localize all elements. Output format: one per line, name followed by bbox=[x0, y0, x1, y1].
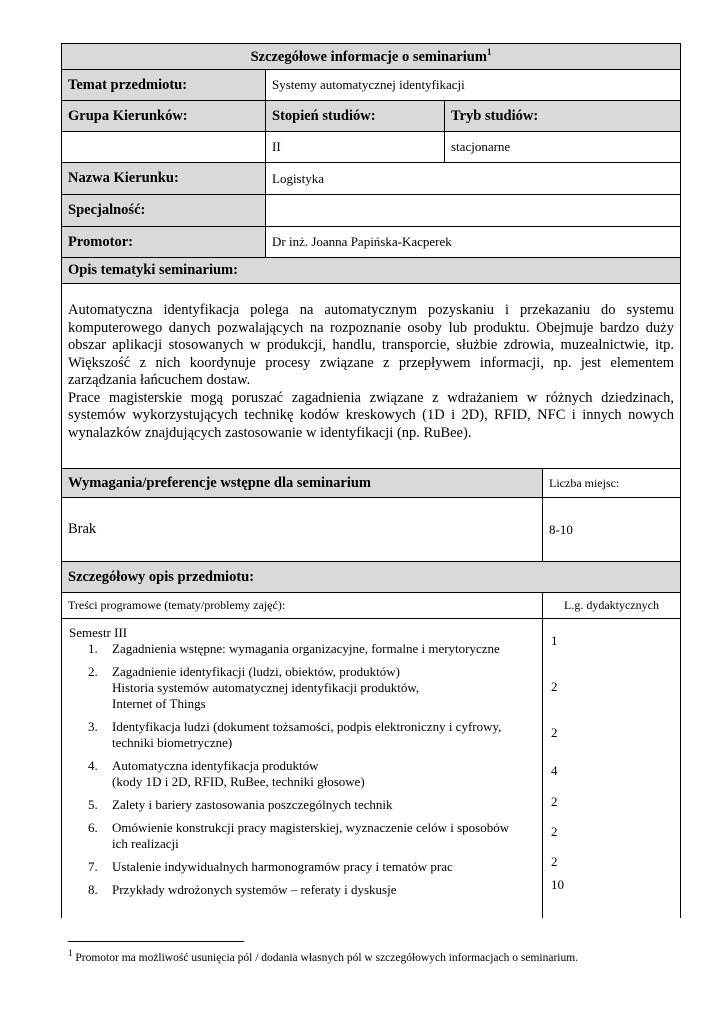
hours-value: 2 bbox=[551, 679, 558, 694]
seminar-form bbox=[61, 43, 680, 918]
list-item: 6. Omówienie konstrukcji pracy magisterskiej, wyznaczenie celów i sposobów ich realizacji bbox=[88, 820, 510, 851]
temat-value: Systemy automatycznej identyfikacji bbox=[266, 70, 681, 101]
footnote: $^1$ Promotor ma możliwość usunięcia pól / dodania własnych pól w szczegółowych informacjach o seminarium. bbox=[68, 948, 579, 964]
specjalnosc-label: Specjalność: bbox=[62, 195, 266, 227]
opis-text bbox=[62, 284, 681, 469]
specjalnosc-value bbox=[266, 195, 681, 227]
nazwa-label: Nazwa Kierunku: bbox=[62, 163, 266, 195]
promotor-label: Promotor: bbox=[62, 227, 266, 258]
promotor-value: Dr inż. Joanna Papińska-Kacperek bbox=[266, 227, 681, 258]
topics-cell bbox=[62, 619, 543, 918]
list-item: 1. Zagadnienia wstępne: wymagania organizacyjne, formalne i merytoryczne bbox=[88, 641, 500, 656]
lg-label: L.g. dydaktycznych bbox=[543, 593, 681, 619]
grupa-label: Grupa Kierunków: bbox=[62, 101, 266, 132]
footnote-divider bbox=[68, 941, 244, 942]
nazwa-value: Logistyka bbox=[266, 163, 681, 195]
szczegolowy-label: Szczegółowy opis przedmiotu: bbox=[62, 562, 681, 593]
hours-value: 2 bbox=[551, 824, 558, 839]
hours-value: 10 bbox=[551, 877, 564, 892]
tresci-label: Treści programowe (tematy/problemy zajęć): bbox=[62, 593, 543, 619]
hours-value: 1 bbox=[551, 633, 558, 648]
hours-value: 2 bbox=[551, 854, 558, 869]
hours-value: 4 bbox=[551, 763, 558, 778]
hours-value: 2 bbox=[551, 794, 558, 809]
page-title: Szczegółowe informacje o seminarium$^1$ bbox=[62, 44, 681, 70]
list-item: 4. Automatyczna identyfikacja produktów (kody 1D i 2D, RFID, RuBee, techniki głosowe) bbox=[88, 758, 365, 789]
liczba-miejsc-value: 8-10 bbox=[543, 498, 681, 562]
hours-cell bbox=[543, 619, 681, 918]
hours-value: 2 bbox=[551, 725, 558, 740]
semester-label: Semestr III bbox=[69, 625, 128, 640]
liczba-miejsc-label: Liczba miejsc: bbox=[543, 469, 681, 498]
wymagania-value: Brak bbox=[62, 498, 543, 562]
grupa-value bbox=[62, 132, 266, 163]
topics-list bbox=[68, 641, 536, 898]
footnote-ref: 1 bbox=[486, 47, 492, 58]
stopien-label: Stopień studiów: bbox=[266, 101, 445, 132]
list-item: 5. Zalety i bariery zastosowania poszczególnych technik bbox=[88, 797, 393, 812]
list-item: 8. Przykłady wdrożonych systemów – referaty i dyskusje bbox=[88, 882, 397, 897]
seminar-table bbox=[61, 43, 681, 918]
opis-paragraph-1: Automatyczna identyfikacja polega na automatycznym pozyskaniu i przekazaniu do systemu komputerowego danych pozwalających na rozpoznanie osoby lub produktu. Obejmuje bardzo duży obszar aplikacji stosowanych w produkcji, handlu, transporcie, służbie zdrowia, muzealnictwie, itp. Większość z nich koordynuje procesy związane z przepływem informacji, np. jest elementem zarządzania łańcuchem dostaw. bbox=[68, 302, 674, 388]
temat-label: Temat przedmiotu: bbox=[62, 70, 266, 101]
list-item: 7. Ustalenie indywidualnych harmonogramów pracy i tematów prac bbox=[88, 859, 453, 874]
list-item: 2. Zagadnienie identyfikacji (ludzi, obiektów, produktów) Historia systemów automatycznej identyfikacji produktów, Internet of Things bbox=[88, 664, 420, 711]
tryb-value: stacjonarne bbox=[445, 132, 681, 163]
wymagania-label: Wymagania/preferencje wstępne dla seminarium bbox=[62, 469, 543, 498]
opis-paragraph-2: Prace magisterskie mogą poruszać zagadnienia związane z wdrażaniem w różnych dziedzinach, systemów wykorzystujących technikę kodów kreskowych (1D i 2D), RFID, NFC i innych nowych wynalazków znajdujących zastosowanie w identyfikacji (np. RuBee). bbox=[68, 389, 674, 441]
opis-label: Opis tematyki seminarium: bbox=[62, 258, 681, 284]
list-item: 3. Identyfikacja ludzi (dokument tożsamości, podpis elektroniczny i cyfrowy, techniki biometryczne) bbox=[88, 719, 502, 750]
stopien-value: II bbox=[266, 132, 445, 163]
tryb-label: Tryb studiów: bbox=[445, 101, 681, 132]
